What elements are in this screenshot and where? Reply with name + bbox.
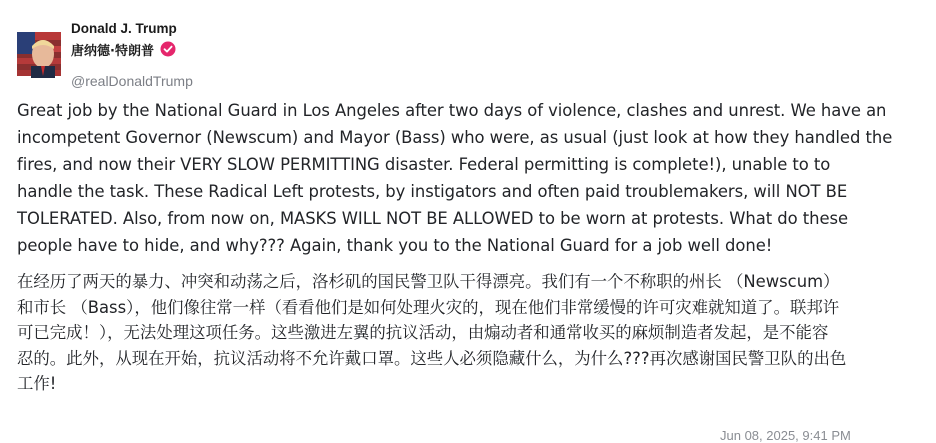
author-chinese-name: 唐纳德·特朗普 [71, 43, 154, 59]
translation-line: 可已完成！），无法处理这项任务。这些激进左翼的抗议活动，由煽动者和通常收买的麻烦制造者发起，是不能容 [17, 323, 829, 343]
author-display-name[interactable]: Donald J. Trump [71, 21, 177, 36]
author-chinese-name-row [71, 39, 193, 59]
translation-line: 工作! [17, 374, 57, 394]
post-text-line: fires, and now their VERY SLOW PERMITTING disaster. Federal permitting is complete!), unable to to [17, 154, 831, 174]
post-text-line: Great job by the National Guard in Los Angeles after two days of violence, clashes and unrest. We have an [17, 101, 887, 120]
post-text-chinese-translation [17, 269, 929, 397]
translation-line: 和市长 （Bass），他们像往常一样（看看他们是如何处理火灾的，现在他们非常缓慢的许可灾难就知道了。联邦许 [17, 297, 840, 317]
post-header [17, 20, 617, 90]
translation-line: 在经历了两天的暴力、冲突和动荡之后，洛杉矶的国民警卫队干得漂亮。我们有一个不称职的州长 （Newscum） [17, 272, 840, 291]
author-names [71, 20, 193, 89]
post-text-line: people have to hide, and why??? Again, thank you to the National Guard for a job well done! [17, 235, 773, 255]
translation-line: 忍的。此外，从现在开始，抗议活动将不允许戴口罩。这些人必须隐藏什么，为什么???再次感谢国民警卫队的出色 [17, 348, 847, 368]
post-timestamp[interactable]: Jun 08, 2025, 9:41 PM [720, 428, 851, 443]
post-text-english [17, 98, 929, 259]
avatar-image [17, 32, 61, 76]
post-text-line: incompetent Governor (Newscum) and Mayor (Bass) who were, as usual (just look at how they handled the [17, 127, 893, 147]
post-text-line: handle the task. These Radical Left protests, by instigators and often paid troublemakers, will NOT BE [17, 181, 848, 201]
avatar[interactable] [17, 32, 61, 76]
post-text-line: TOLERATED. Also, from now on, MASKS WILL NOT BE ALLOWED to be worn at protests. What do these [17, 208, 849, 228]
verified-badge-icon [160, 41, 176, 57]
author-handle[interactable]: @realDonaldTrump [71, 73, 193, 89]
